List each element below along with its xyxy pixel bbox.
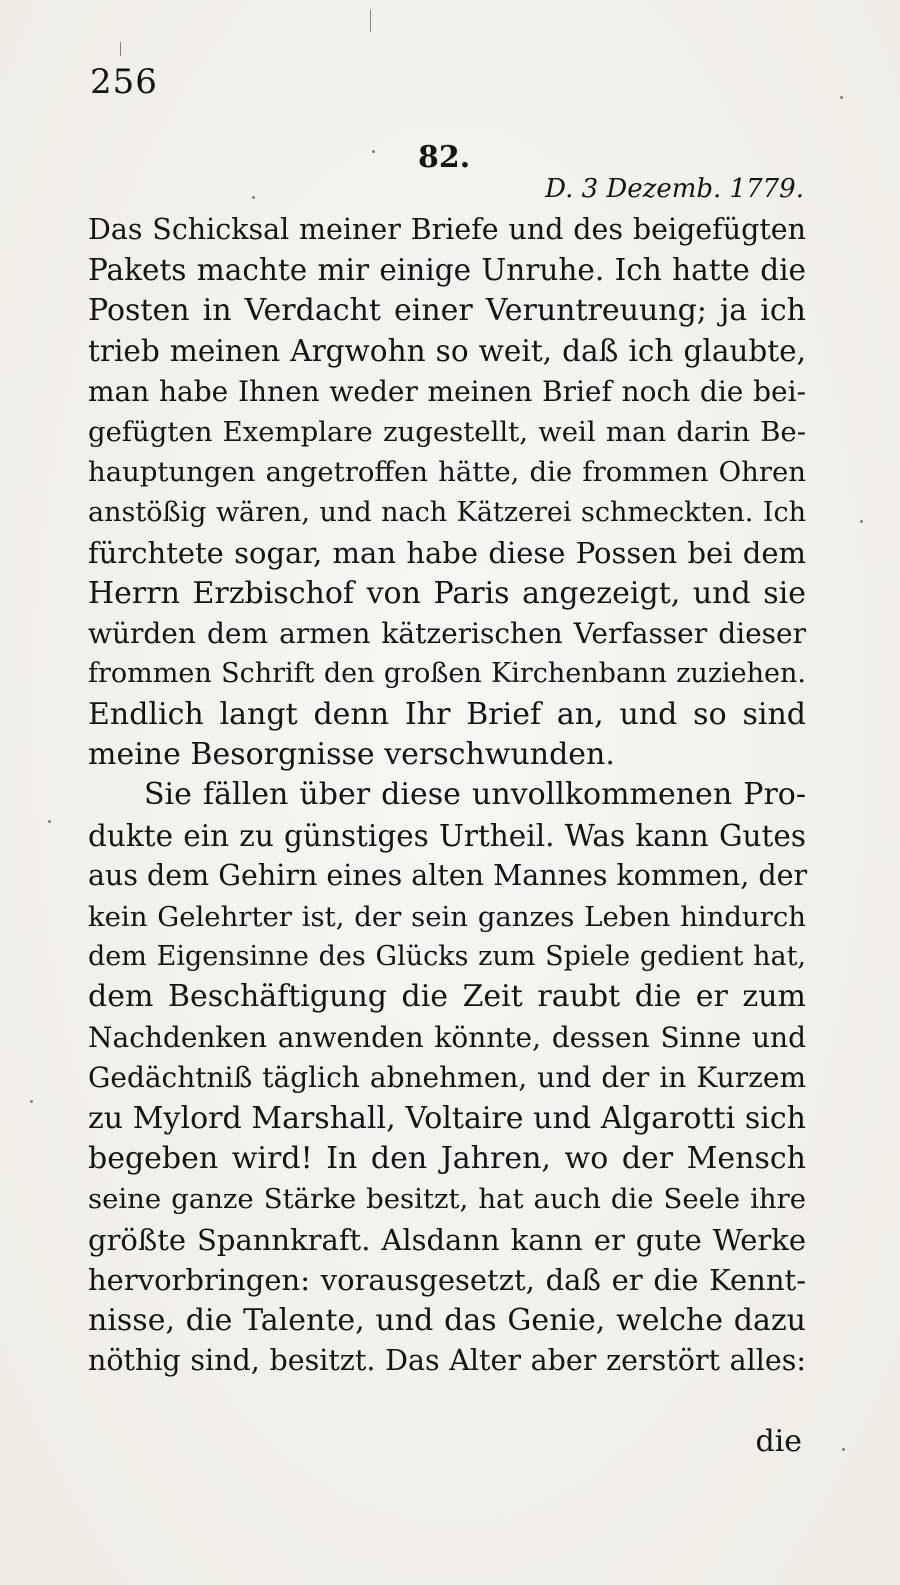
text-line: seine ganze Stärke besitzt, hat auch die Seele ihre [88,1183,806,1216]
text-line: meine Besorgnisse verschwunden. [88,737,615,773]
text-line: aus dem Gehirn eines alten Mannes kommen, der [88,859,808,893]
text-line: Sie fällen über diese unvollkommenen Pro- [144,777,806,813]
text-line: nisse, die Talente, und das Genie, welche dazu [88,1302,806,1338]
text-line: Nachdenken anwenden könnte, dessen Sinne und [88,1020,806,1054]
text-line: größte Spannkraft. Alsdann kann er gute Werke [88,1222,806,1257]
ink-speck [48,820,51,823]
ink-speck [30,1100,33,1103]
text-line: Gedächtniß täglich abnehmen, und der in Kurzem [88,1061,806,1095]
text-line: Posten in Verdacht einer Veruntreuung; ja ich [88,292,806,328]
text-line: frommen Schrift den großen Kirchenbann zuziehen. [88,658,806,690]
text-line: hauptungen angetroffen hätte, die frommen Ohren [88,456,806,489]
page-number: 256 [90,62,158,102]
text-line: Herrn Erzbischof von Paris angezeigt, und sie [88,575,806,611]
paper-mark [370,10,371,32]
text-line: Das Schicksal meiner Briefe und des beigefügten [88,213,806,246]
text-line: dem Beschäftigung die Zeit raubt die er zum [88,979,806,1015]
text-line: anstößig wären, und nach Kätzerei schmeckten. Ich [88,496,806,528]
ink-speck [860,520,863,523]
text-line: man habe Ihnen weder meinen Brief noch die bei- [88,374,806,408]
paragraph-1 [88,210,806,775]
paragraph-2 [88,775,806,1381]
letter-date: D. 3 Dezemb. 1779. [545,174,804,204]
text-line: Pakets machte mir einige Unruhe. Ich hatte die [88,253,806,288]
text-line: dukte ein zu günstiges Urtheil. Was kann Gutes [88,818,806,853]
text-line: würden dem armen kätzerischen Verfasser dieser [88,616,806,650]
letter-number: 82. [418,140,471,175]
ink-speck [372,150,375,153]
text-line: fürchtete sogar, man habe diese Possen bei dem [88,536,806,571]
ink-speck [840,96,843,99]
paper-mark [120,42,121,56]
text-line: begeben wird! In den Jahren, wo der Mensch [88,1140,806,1176]
text-line: dem Eigensinne des Glücks zum Spiele gedient hat, [88,941,806,973]
text-line: nöthig sind, besitzt. Das Alter aber zerstört alles: [88,1343,806,1377]
catchword: die [755,1424,802,1459]
ink-speck [842,1448,845,1451]
text-line: Endlich langt denn Ihr Brief an, und so sind [88,696,806,732]
text-line: trieb meinen Argwohn so weit, daß ich glaubte, [88,334,806,369]
letter-body [88,210,806,1381]
text-line: gefügten Exemplare zugestellt, weil man darin Be- [88,415,806,448]
text-line: kein Gelehrter ist, der sein ganzes Leben hindurch [88,900,806,933]
ink-speck [252,196,255,199]
text-line: zu Mylord Marshall, Voltaire und Algarotti sich [88,1100,806,1136]
text-line: hervorbringen: vorausgesetzt, daß er die Kennt- [88,1263,806,1298]
